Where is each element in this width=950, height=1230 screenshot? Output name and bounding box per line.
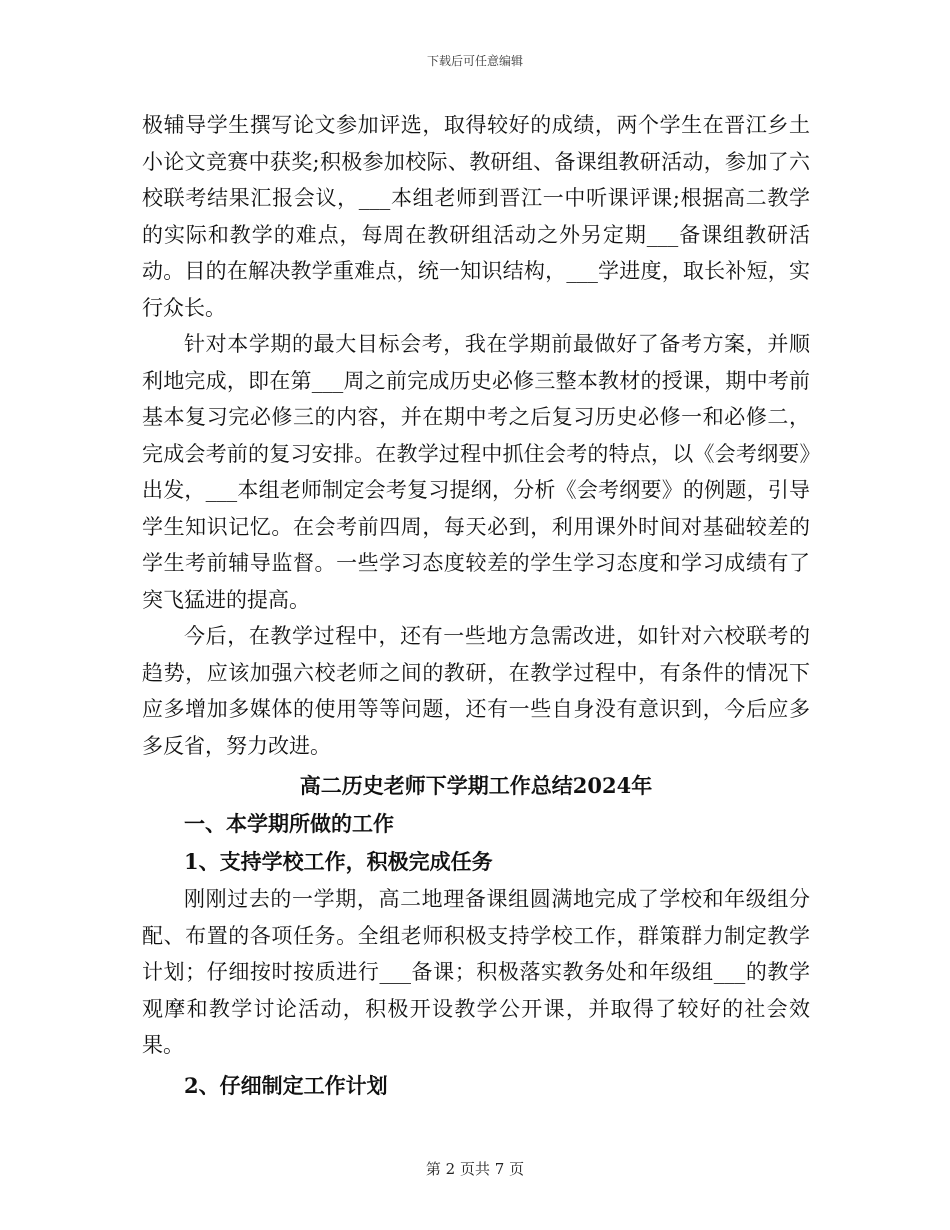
document-title: 高二历史老师下学期工作总结2024年	[299, 773, 653, 798]
paragraph-exam-preparation: 针对本学期的最大目标会考，我在学期前最做好了备考方案，并顺利地完成，即在第___周之前完成历史必修三整本教材的授课，期中考前基本复习完必修三的内容，并在期中考之后复习历史必修一和必修二，完成会考前的复习安排。在教学过程中抓住会考的特点，以《会考纲要》出发，___本组老师制定会考复习提纲，分析《会考纲要》的例题，引导学生知识记忆。在会考前四周，每天必到，利用课外时间对基础较差的学生考前辅导监督。一些学习态度较差的学生学习态度和学习成绩有了突飞猛进的提高。	[142, 332, 810, 612]
section-heading-work-done: 一、本学期所做的工作	[184, 811, 394, 836]
subsection-heading-work-plan: 2、仔细制定工作计划	[184, 1072, 388, 1098]
paragraph-support-school: 刚刚过去的一学期，高二地理备课组圆满地完成了学校和年级组分配、布置的各项任务。全组老师积极支持学校工作，群策群力制定教学计划；仔细按时按质进行___备课；积极落实教务处和年级组___的教学观摩和教学讨论活动，积极开设教学公开课，并取得了较好的社会效果。	[142, 887, 810, 1057]
paragraph-improvements: 今后，在教学过程中，还有一些地方急需改进，如针对六校联考的趋势，应该加强六校老师之间的教研，在教学过程中，有条件的情况下应多增加多媒体的使用等等问题，还有一些自身没有意识到，今后应多多反省，努力改进。	[142, 624, 810, 758]
page-footer: 第 2 页共 7 页	[425, 1160, 525, 1178]
subsection-heading-support-school: 1、支持学校工作，积极完成任务	[184, 849, 493, 874]
document-body	[142, 107, 810, 1105]
paragraph-continued: 极辅导学生撰写论文参加评选，取得较好的成绩，两个学生在晋江乡土小论文竞赛中获奖;积极参加校际、教研组、备课组教研活动，参加了六校联考结果汇报会议，___本组老师到晋江一中听课评课;根据高二教学的实际和教学的难点，每周在教研组活动之外另定期___备课组教研活动。目的在解决教学重难点，统一知识结构，___学进度，取长补短，实行众长。	[142, 113, 810, 320]
page-header: 下载后可任意编辑	[426, 54, 523, 68]
